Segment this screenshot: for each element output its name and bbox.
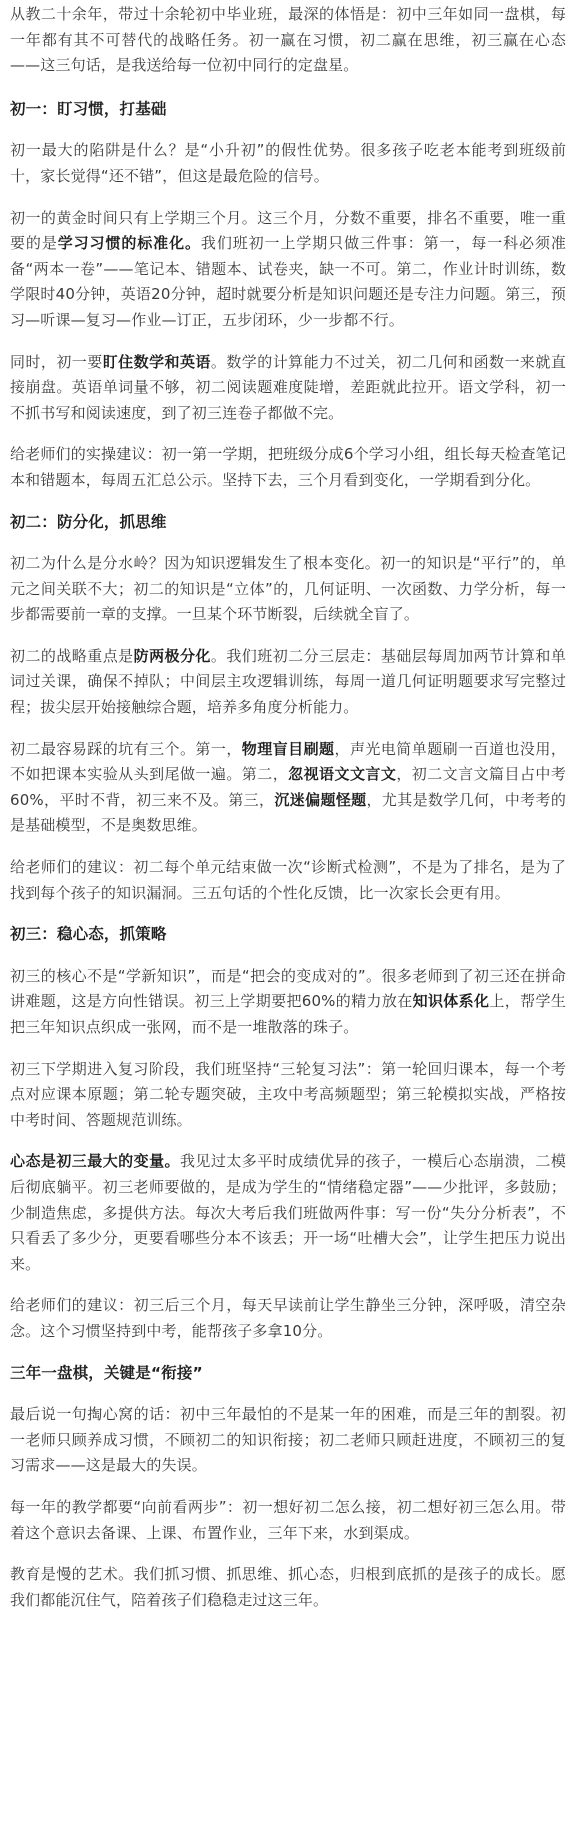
section-paragraph <box>10 138 566 189</box>
text-run: 给老师们的建议：初三后三个月，每天早读前让学生静坐三分钟，深呼吸，清空杂念。这个习惯坚持到中考，能帮孩子多拿10分。 <box>10 1296 566 1340</box>
section-heading: 初二：防分化，抓思维 <box>10 512 167 531</box>
text-run: 给老师们的建议：初二每个单元结束做一次“诊断式检测”，不是为了排名，是为了找到每个孩子的知识漏洞。三五句话的个性化反馈，比一次家长会更有用。 <box>10 858 566 902</box>
section-paragraph <box>10 1495 566 1546</box>
text-run: 给老师们的实操建议：初一第一学期，把班级分成6个学习小组，组长每天检查笔记本和错题本，每周五汇总公示。坚持下去，三个月看到变化，一学期看到分化。 <box>10 445 566 489</box>
section-paragraph <box>10 1402 566 1479</box>
section-heading: 初三：稳心态，抓策略 <box>10 925 167 944</box>
section-paragraph <box>10 644 566 721</box>
section-paragraph <box>10 350 566 427</box>
section-paragraph <box>10 1149 566 1277</box>
bold-text: 沉迷偏题怪题 <box>274 790 367 809</box>
text-run: 。我们班初二分三层走：基础层每周加两节计算和单词过关课，确保不掉队；中间层主攻逻辑训练，每周一道几何证明题要求写完整过程；拔尖层开始接触综合题，培养多角度分析能力。 <box>10 646 566 717</box>
article-intro: 从教二十余年，带过十余轮初中毕业班，最深的体悟是：初中三年如同一盘棋，每一年都有其不可替代的战略任务。初一赢在习惯，初二赢在思维，初三赢在心态——这三句话，是我送给每一位初中同行的定盘星。 <box>10 5 566 75</box>
text-run: 我们班初一上学期只做三件事：第一，每一科必须准备“两本一卷”——笔记本、错题本、试卷夹，缺一不可。第二，作业计时训练，数学限时40分钟，英语20分钟，超时就要分析是知识问题还是专注力问题。第三，预习—听课—复习—作业—订正，五步闭环，少一步都不行。 <box>10 234 567 329</box>
section-paragraph <box>10 855 566 906</box>
text-run: ，初二文言文篇目占中考60%，平时不背，初三来不及。第三， <box>10 765 567 809</box>
section-paragraph <box>10 551 566 628</box>
text-run: 我见过太多平时成绩优异的孩子，一模后心态崩溃，二模后彻底躺平。初三老师要做的，是成为学生的“情绪稳定器”——少批评，多鼓励；少制造焦虑，多提供方法。每次大考后我们班做两件事：写一份“失分分析表”，不只看丢了多少分，更要看哪些分本不该丢；开一场“吐槽大会”，让学生把压力说出来。 <box>10 1152 566 1273</box>
bold-text: 物理盲目刷题 <box>241 739 335 758</box>
article-sections <box>10 97 566 1614</box>
section-paragraph <box>10 1293 566 1344</box>
text-run: 上，帮学生把三年知识点织成一张网，而不是一堆散落的珠子。 <box>10 992 566 1036</box>
section-paragraph <box>10 1057 566 1134</box>
text-run: 教育是慢的艺术。我们抓习惯、抓思维、抓心态，归根到底抓的是孩子的成长。愿我们都能沉住气，陪着孩子们稳稳走过这三年。 <box>10 1565 566 1609</box>
text-run: 初二最容易踩的坑有三个。第一， <box>10 739 242 758</box>
text-run: 每一年的教学都要“向前看两步”：初一想好初二怎么接，初二想好初三怎么用。带着这个意识去备课、上课、布置作业，三年下来，水到渠成。 <box>10 1497 566 1542</box>
section-heading: 三年一盘棋，关键是“衔接” <box>10 1363 203 1382</box>
text-run: ，尤其是数学几何，中考考的是基础模型，不是奥数思维。 <box>10 790 567 835</box>
section-heading: 初一：盯习惯，打基础 <box>10 99 167 118</box>
text-run: 同时，初一要 <box>10 352 103 371</box>
bold-text: 防两极分化 <box>133 646 211 665</box>
section-paragraph <box>10 964 566 1041</box>
text-run: 初二的战略重点是 <box>10 646 134 665</box>
bold-text: 盯住数学和英语 <box>102 352 211 371</box>
text-run: 。数学的计算能力不过关，初二几何和函数一来就直接崩盘。英语单词量不够，初二阅读题难度陡增，差距就此拉开。语文学科，初一不抓书写和阅读速度，到了初三连卷子都做不完。 <box>10 352 566 422</box>
section-paragraph <box>10 442 566 493</box>
text-run: ，声光电简单题刷一百道也没用，不如把课本实验从头到尾做一遍。第二， <box>10 739 566 784</box>
text-run: 初三下学期进入复习阶段，我们班坚持“三轮复习法”：第一轮回归课本，每一个考点对应课本原题；第二轮专题突破，主攻中考高频题型；第三轮模拟实战，严格按中考时间、答题规范训练。 <box>10 1059 566 1129</box>
section-paragraph <box>10 1562 566 1613</box>
text-run: 最后说一句掏心窝的话：初中三年最怕的不是某一年的困难，而是三年的割裂。初一老师只顾养成习惯，不顾初二的知识衔接；初二老师只顾赶进度，不顾初三的复习需求——这是最大的失误。 <box>10 1405 566 1475</box>
text-run: 初二为什么是分水岭？因为知识逻辑发生了根本变化。初一的知识是“平行”的，单元之间关联不大；初二的知识是“立体”的，几何证明、一次函数、力学分析，每一步都需要前一章的支撑。一旦某个环节断裂，后续就全盲了。 <box>10 554 566 624</box>
text-run: 初一最大的陷阱是什么？是“小升初”的假性优势。很多孩子吃老本能考到班级前十，家长觉得“还不错”，但这是最危险的信号。 <box>10 141 566 185</box>
text-run: 初一的黄金时间只有上学期三个月。这三个月，分数不重要，排名不重要，唯一重要的是 <box>10 208 566 253</box>
section-paragraph <box>10 737 566 839</box>
bold-text: 学习习惯的标准化。 <box>57 234 201 253</box>
section-paragraph <box>10 206 566 334</box>
bold-text: 心态是初三最大的变量。 <box>10 1152 180 1171</box>
text-run: 初三的核心不是“学新知识”，而是“把会的变成对的”。很多老师到了初三还在拼命讲难题，这是方向性错误。初三上学期要把60%的精力放在 <box>10 966 566 1011</box>
bold-text: 知识体系化 <box>412 992 490 1011</box>
bold-text: 忽视语文文言文 <box>288 765 397 784</box>
